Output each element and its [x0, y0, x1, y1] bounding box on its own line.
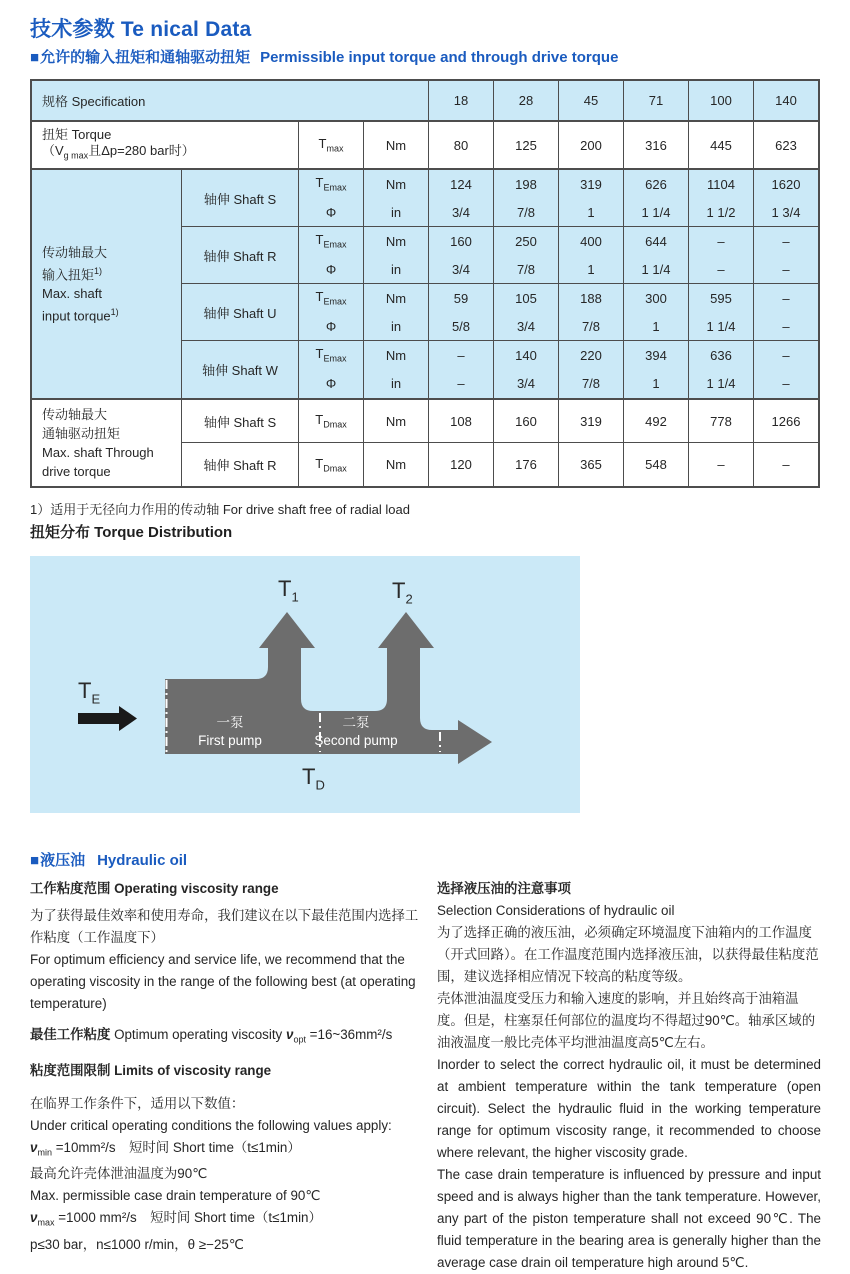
value-cell: –	[429, 341, 494, 370]
value-cell: 7/8	[559, 370, 624, 399]
value-cell: 595	[689, 284, 754, 312]
input-section-label: 传动轴最大 输入扭矩$^{1)}$ Max. shaft input torque$^{1)}$	[32, 170, 182, 398]
selection-para-cn-1: 为了选择正确的液压油，必须确定环境温度下油箱内的工作温度（开式回路）。在工作温度范围内选择液压油，以获得最佳粘度范围，建议选择相应情况下较高的粘度等级。	[437, 925, 819, 984]
phi-values	[429, 198, 818, 226]
temax-values	[429, 227, 818, 255]
shaft-w-block	[182, 341, 818, 398]
hydraulic-oil-heading	[30, 849, 187, 870]
phi-values	[429, 255, 818, 283]
phi-symbol: Φ	[299, 255, 364, 283]
selection-cn-block	[437, 922, 821, 1054]
torque-table	[30, 79, 820, 488]
temax-symbol: $T_{Emax}$	[299, 170, 364, 198]
size-cells	[429, 81, 818, 120]
value-cell: 250	[494, 227, 559, 255]
spec-header-row	[32, 81, 818, 122]
critical-conditions-cn: 在临界工作条件下，适用以下数值：	[30, 1095, 245, 1111]
section-heading-en: Permissible input torque and through drive torque	[260, 49, 619, 66]
value-cell: 1	[624, 312, 689, 340]
drain-temp-en: Max. permissible case drain temperature of 90℃	[30, 1188, 321, 1204]
value-cell: 3/4	[494, 312, 559, 340]
temax-symbol: $T_{Emax}$	[299, 284, 364, 312]
viscosity-para-en: For optimum efficiency and service life, we recommend that the operating viscosity in the range of the following best (at operating temperature)	[30, 952, 416, 1011]
value-cell: –	[689, 227, 754, 255]
value-cell: 1	[559, 198, 624, 226]
selection-para-en-2: The case drain temperature is influenced by pressure and input speed and is always higher than the tank temperature. However, any part of the piston temperature shall not exceed 90℃. The fluid temperature in the bearing area is generally higher than the average case drain oil temperature high around 5℃.	[437, 1167, 821, 1270]
tdmax-symbol: $T_{Dmax}$	[299, 443, 364, 486]
value-cell: 1 1/4	[624, 255, 689, 283]
value-cell: 319	[559, 400, 624, 442]
unit-nm: Nm	[364, 400, 429, 442]
value-cell: 1266	[771, 413, 801, 429]
distribution-title: 扭矩分布 Torque Distribution	[30, 524, 233, 541]
value-cell: 80	[429, 122, 494, 168]
value-cell: 394	[624, 341, 689, 370]
second-pump-label: 二泵 Second pump	[314, 715, 398, 748]
td-label: $T_D$	[302, 764, 325, 793]
value-cell: 1 1/4	[689, 312, 754, 340]
te-arrow-icon	[78, 706, 137, 731]
value-cell: –	[782, 318, 790, 334]
selection-title-cn: 选择液压油的注意事项	[437, 881, 571, 896]
value-cell: 124	[429, 170, 494, 198]
unit-nm: Nm	[364, 170, 429, 198]
value-cell: 1 3/4	[771, 204, 801, 220]
value-cell: 7/8	[494, 198, 559, 226]
unit-in: in	[364, 370, 429, 399]
distribution-diagram	[30, 556, 580, 813]
through-shaft-s-row	[182, 400, 818, 443]
temax-values	[429, 170, 818, 198]
shaft-r-block	[182, 227, 818, 284]
value-cell: 778	[689, 400, 754, 442]
value-cell: 188	[559, 284, 624, 312]
value-cell: 7/8	[559, 312, 624, 340]
value-cell: 1	[624, 370, 689, 399]
value-cell: 316	[624, 122, 689, 168]
tdmax-values	[429, 443, 818, 486]
unit-in: in	[364, 312, 429, 340]
value-cell: 3/4	[494, 370, 559, 399]
value-cell: –	[782, 457, 790, 472]
value-cell: 200	[559, 122, 624, 168]
optimum-viscosity-line: 最佳工作粘度 Optimum operating viscosity $\nu_{opt}$ =16~36mm²/s	[30, 1027, 393, 1045]
through-shaft-r-row	[182, 443, 818, 486]
value-cell: –	[689, 443, 754, 486]
shaft-blocks	[182, 170, 818, 398]
tmax-unit: Nm	[364, 122, 429, 168]
value-cell: –	[429, 370, 494, 399]
shaft-name: 轴伸 Shaft S	[182, 400, 299, 442]
value-cell: 45	[559, 81, 624, 120]
section-heading-cn: 允许的输入扭矩和通轴驱动扭矩	[40, 49, 251, 66]
selection-para-en-1: Inorder to select the correct hydraulic oil, it must be determined at ambient temperature within the tank temperature (open circuit). Select the hydraulic fluid in the working temperature range for optimum viscosity range, it recommended to choose where relevant, the higher viscosity grade.	[437, 1057, 821, 1160]
value-cell: 120	[429, 443, 494, 486]
unit-in: in	[364, 198, 429, 226]
t1-label: $T_1$	[278, 576, 299, 605]
value-cell: 140	[494, 341, 559, 370]
phi-values	[429, 312, 818, 340]
value-cell: 319	[559, 170, 624, 198]
value-cell: –	[782, 290, 790, 306]
shaft-u-block	[182, 284, 818, 341]
value-cell: –	[782, 347, 790, 363]
value-cell: 59	[429, 284, 494, 312]
phi-symbol: Φ	[299, 370, 364, 399]
section-bullet-icon: ■	[30, 49, 40, 66]
tdmax-symbol: $T_{Dmax}$	[299, 400, 364, 442]
torque-label-condition: （$V_{g max}$且Δp=280 bar时）	[42, 142, 195, 161]
first-pump-label: 一泵 First pump	[198, 715, 262, 748]
temax-symbol: $T_{Emax}$	[299, 227, 364, 255]
selection-para-cn-2: 壳体泄油温度受压力和输入速度的影响，并且始终高于油箱温度。但是，柱塞泵任何部位的温度均不得超过90℃。轴承区域的油液温度一般比壳体平均泄油温度高5℃左右。	[437, 991, 816, 1050]
pressure-speed-line: p≤30 bar，n≤1000 r/min，θ ≥−25℃	[30, 1237, 244, 1253]
through-rows	[182, 400, 818, 486]
value-cell: 636	[689, 341, 754, 370]
value-cell: 623	[775, 137, 797, 153]
tdmax-values	[429, 400, 818, 442]
viscosity-limits-subhead: 粘度范围限制 Limits of viscosity range	[30, 1062, 272, 1078]
value-cell: 198	[494, 170, 559, 198]
value-cell: 1620	[771, 176, 801, 192]
value-cell: 176	[494, 443, 559, 486]
value-cell: 492	[624, 400, 689, 442]
value-cell: 1104	[689, 170, 754, 198]
temax-values	[429, 341, 818, 370]
shaft-name: 轴伸 Shaft W	[182, 341, 299, 398]
value-cell: 220	[559, 341, 624, 370]
value-cell: 125	[494, 122, 559, 168]
selection-title-en: Selection Considerations of hydraulic oil	[437, 903, 675, 918]
temax-values	[429, 284, 818, 312]
value-cell: 548	[624, 443, 689, 486]
hydraulic-heading-en: Hydraulic oil	[97, 852, 188, 869]
shaft-s-block	[182, 170, 818, 227]
value-cell: 1 1/2	[689, 198, 754, 226]
through-drive-section	[32, 400, 818, 486]
value-cell: 365	[559, 443, 624, 486]
hydraulic-left-column	[30, 878, 425, 1256]
hydraulic-right-column	[437, 878, 821, 1274]
value-cell: 160	[494, 400, 559, 442]
through-section-label: 传动轴最大 通轴驱动扭矩 Max. shaft Through drive torque	[32, 400, 182, 486]
unit-in: in	[364, 255, 429, 283]
value-cell: 160	[429, 227, 494, 255]
value-cell: 1 1/4	[689, 370, 754, 399]
torque-label	[32, 122, 299, 168]
table-footnote: 1）适用于无径向力作用的传动轴 For drive shaft free of radial load	[30, 502, 410, 517]
value-cell: 3/4	[429, 198, 494, 226]
value-cell: –	[782, 376, 790, 392]
value-cell: 3/4	[429, 255, 494, 283]
unit-nm: Nm	[364, 341, 429, 370]
value-cell: –	[689, 255, 754, 283]
unit-nm: Nm	[364, 227, 429, 255]
drain-temp-cn: 最高允许壳体泄油温度为90℃	[30, 1166, 208, 1182]
value-cell: 108	[429, 400, 494, 442]
phi-symbol: Φ	[299, 198, 364, 226]
spec-label: 规格 Specification	[32, 81, 429, 120]
viscosity-range-subhead: 工作粘度范围 Operating viscosity range	[30, 881, 279, 896]
hydraulic-heading-cn: 液压油	[40, 852, 86, 869]
value-cell: 644	[624, 227, 689, 255]
value-cell: –	[782, 261, 790, 277]
shaft-name: 轴伸 Shaft R	[182, 443, 299, 486]
unit-nm: Nm	[364, 284, 429, 312]
vmin-line: $\nu_{min} =10mm^2/s$ 短时间 Short time（t≤1min）	[30, 1139, 301, 1158]
t2-label: $T_2$	[392, 578, 413, 607]
value-cell: 140	[775, 93, 797, 108]
tmax-symbol: $T_{max}$	[299, 122, 364, 168]
page-title: 技术参数 Te nical Data	[30, 18, 252, 41]
value-cell: 626	[624, 170, 689, 198]
te-label: $T_E$	[78, 678, 101, 707]
value-cell: 1	[559, 255, 624, 283]
critical-conditions-en: Under critical operating conditions the following values apply:	[30, 1117, 392, 1133]
shaft-name: 轴伸 Shaft S	[182, 170, 299, 226]
value-cell: 28	[494, 81, 559, 120]
phi-values	[429, 370, 818, 399]
value-cell: 300	[624, 284, 689, 312]
torque-row	[32, 122, 818, 170]
section-heading-torque	[30, 46, 618, 67]
torque-label-cn: 扭矩 Torque	[42, 126, 112, 142]
input-torque-section	[32, 170, 818, 400]
selection-en-block	[437, 1054, 821, 1274]
unit-nm: Nm	[364, 443, 429, 486]
value-cell: 5/8	[429, 312, 494, 340]
value-cell: –	[782, 233, 790, 249]
section-bullet-icon: ■	[30, 852, 40, 869]
value-cell: 18	[429, 81, 494, 120]
value-cell: 445	[689, 122, 754, 168]
vmax-line: $\nu_{max} =1000$ mm²/s 短时间 Short time（t≤1min）	[30, 1210, 322, 1229]
value-cell: 105	[494, 284, 559, 312]
torque-values	[429, 122, 818, 168]
value-cell: 1 1/4	[624, 198, 689, 226]
viscosity-para-cn: 为了获得最佳效率和使用寿命，我们建议在以下最佳范围内选择工作粘度（工作温度下）	[30, 908, 419, 945]
phi-symbol: Φ	[299, 312, 364, 340]
shaft-name: 轴伸 Shaft U	[182, 284, 299, 340]
value-cell: 400	[559, 227, 624, 255]
temax-symbol: $T_{Emax}$	[299, 341, 364, 370]
shaft-name: 轴伸 Shaft R	[182, 227, 299, 283]
value-cell: 7/8	[494, 255, 559, 283]
value-cell: 71	[624, 81, 689, 120]
value-cell: 100	[689, 81, 754, 120]
